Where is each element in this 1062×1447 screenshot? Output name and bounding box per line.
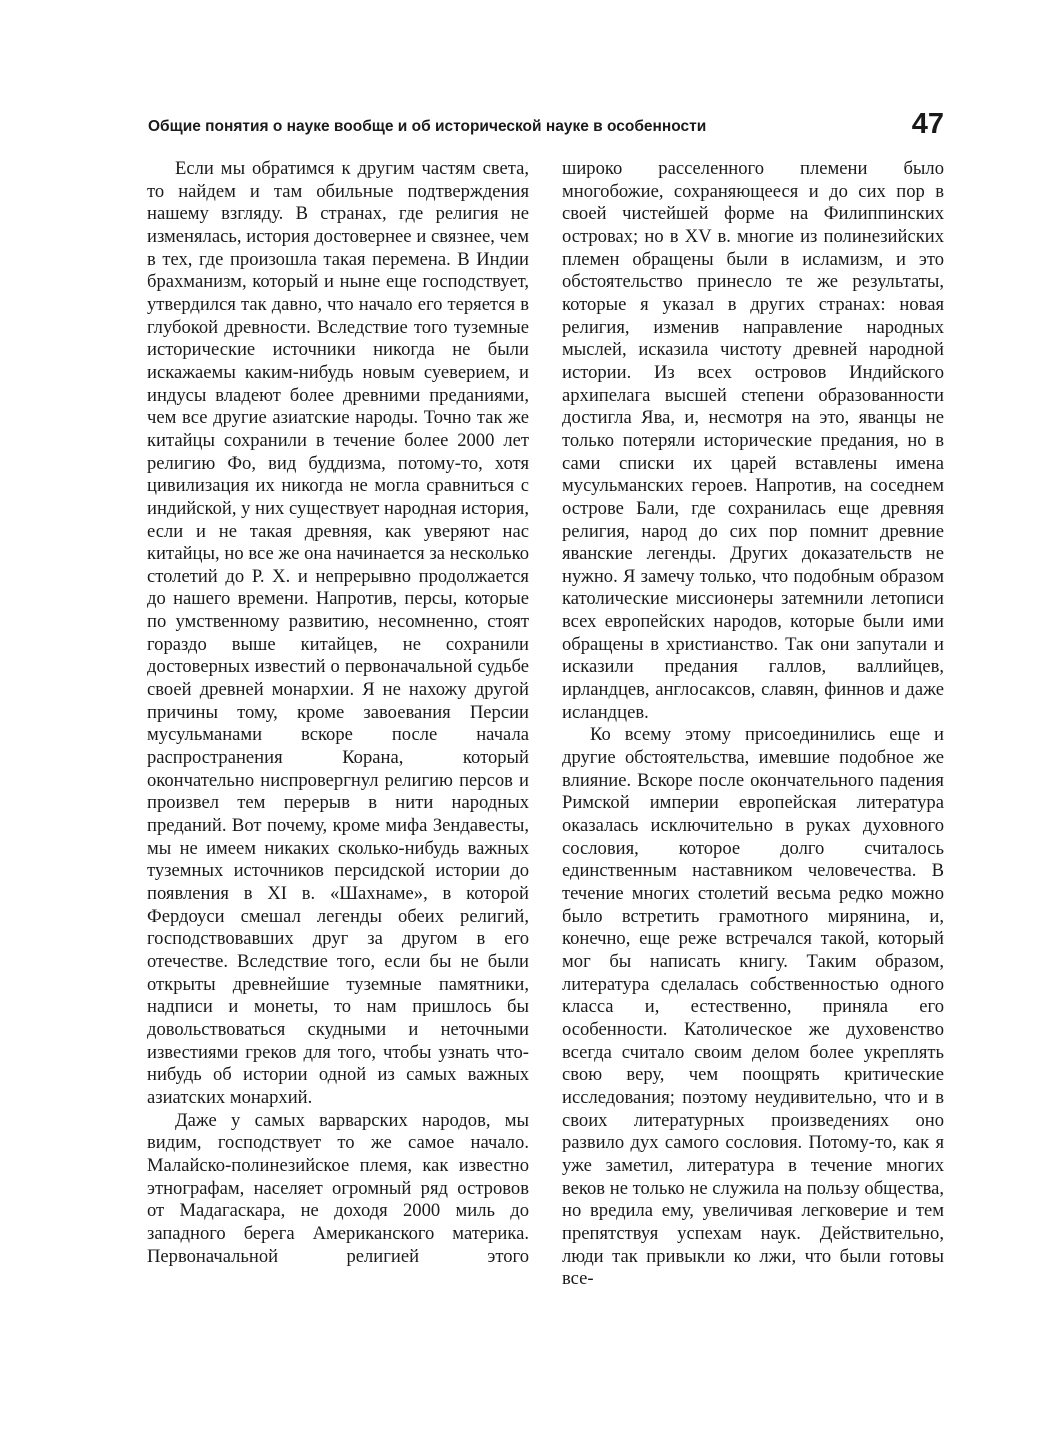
paragraph: Даже у самых варварских народов, мы видим, господствует то же самое начало. Малайско-полинезийское племя, как известно этнографам, населяет огромный ряд островов от Мадагаскара, не доходя 2000 миль до западного берега Американского материка. Первоначальной религией этого <box>147 1109 529 1267</box>
text-column-left <box>147 158 529 1268</box>
running-title: Общие понятия о науке вообще и об исторической науке в особенности <box>148 118 707 135</box>
page-number: 47 <box>911 108 944 140</box>
paragraph: широко расселенного племени было многобожие, сохраняющееся и до сих пор в своей чистейшей форме на Филиппинских островах; но в XV в. многие из полинезийских племен обращены были в исламизм, и это обстоятельство принесло те же результаты, которые я указал в других странах: новая религия, изменив направление народных мыслей, исказила чистоту древней народной истории. Из всех островов Индийского архипелага высшей степени образованности достигла Ява, и, несмотря на это, яванцы не только потеряли исторические предания, но в сами списки их царей вставлены имена мусульманских героев. Напротив, на соседнем острове Бали, где сохранилась еще древняя религия, народ до сих пор помнит древние яванские легенды. Других доказательств не нужно. Я замечу только, что подобным образом католические миссионеры затемнили летописи всех европейских народов, которые были ими обращены в христианство. Так они запутали и исказили предания галлов, валлийцев, ирландцев, англосаксов, славян, финнов и даже исландцев. <box>562 158 944 723</box>
paragraph: Если мы обратимся к другим частям света, то найдем и там обильные подтверждения нашему взгляду. В странах, где религия не изменялась, история достовернее и связнее, чем в тех, где произошла такая перемена. В Индии брахманизм, который и ныне еще господствует, утвердился так давно, что начало его теряется в глубокой древности. Вследствие того туземные исторические источники никогда не были искажаемы каким-нибудь новым суеверием, и индусы владеют более древними преданиями, чем все другие азиатские народы. Точно так же китайцы сохранили в течение более 2000 лет религию Фо, вид буддизма, потому-то, хотя цивилизация их никогда не могла сравниться с индийской, у них существует народная история, если и не такая древняя, как уверяют нас китайцы, но все же она начинается за несколько столетий до Р. Х. и непрерывно продолжается до нашего времени. Напротив, персы, которые по умственному развитию, несомненно, стоят гораздо выше китайцев, не сохранили достоверных известий о первоначальной судьбе своей древней монархии. Я не нахожу другой причины тому, кроме завоевания Персии мусульманами вскоре после начала распространения Корана, который окончательно ниспровергнул религию персов и произвел тем перерыв в нити народных преданий. Вот почему, кроме мифа Зендавесты, мы не имеем никаких сколько-нибудь важных туземных источников персидской истории до появления в XI в. «Шахнаме», в которой Фердоуси смешал легенды обеих религий, господствовавших друг за другом в его отечестве. Вследствие того, если бы не были открыты древнейшие туземные памятники, надписи и монеты, то нам пришлось бы довольствоваться скудными и неточными известиями греков для того, чтобы узнать что-нибудь об истории одной из самых важных азиатских монархий. <box>147 158 529 1108</box>
text-column-right <box>562 158 944 1291</box>
paragraph: Ко всему этому присоединились еще и другие обстоятельства, имевшие подобное же влияние. Вскоре после окончательного падения Римской империи европейская литература оказалась исключительно в руках духовного сословия, которое долго считалось единственным наставником человечества. В течение многих столетий весьма редко можно было встретить грамотного мирянина, и, конечно, еще реже встречался такой, который мог бы написать книгу. Таким образом, литература сделалась собственностью одного класса и, естественно, приняла его особенности. Католическое же духовенство всегда считало своим делом более укреплять свою веру, чем поощрять критические исследования; поэтому неудивительно, что и в своих литературных произведениях оно развило дух самого сословия. Потому-то, как я уже заметил, литература в течение многих веков не только не служила на пользу общества, но вредила ему, увеличивая легковерие и тем препятствуя успехам наук. Действительно, люди так привыкли ко лжи, что были готовы все- <box>562 724 944 1290</box>
running-header <box>148 108 944 152</box>
